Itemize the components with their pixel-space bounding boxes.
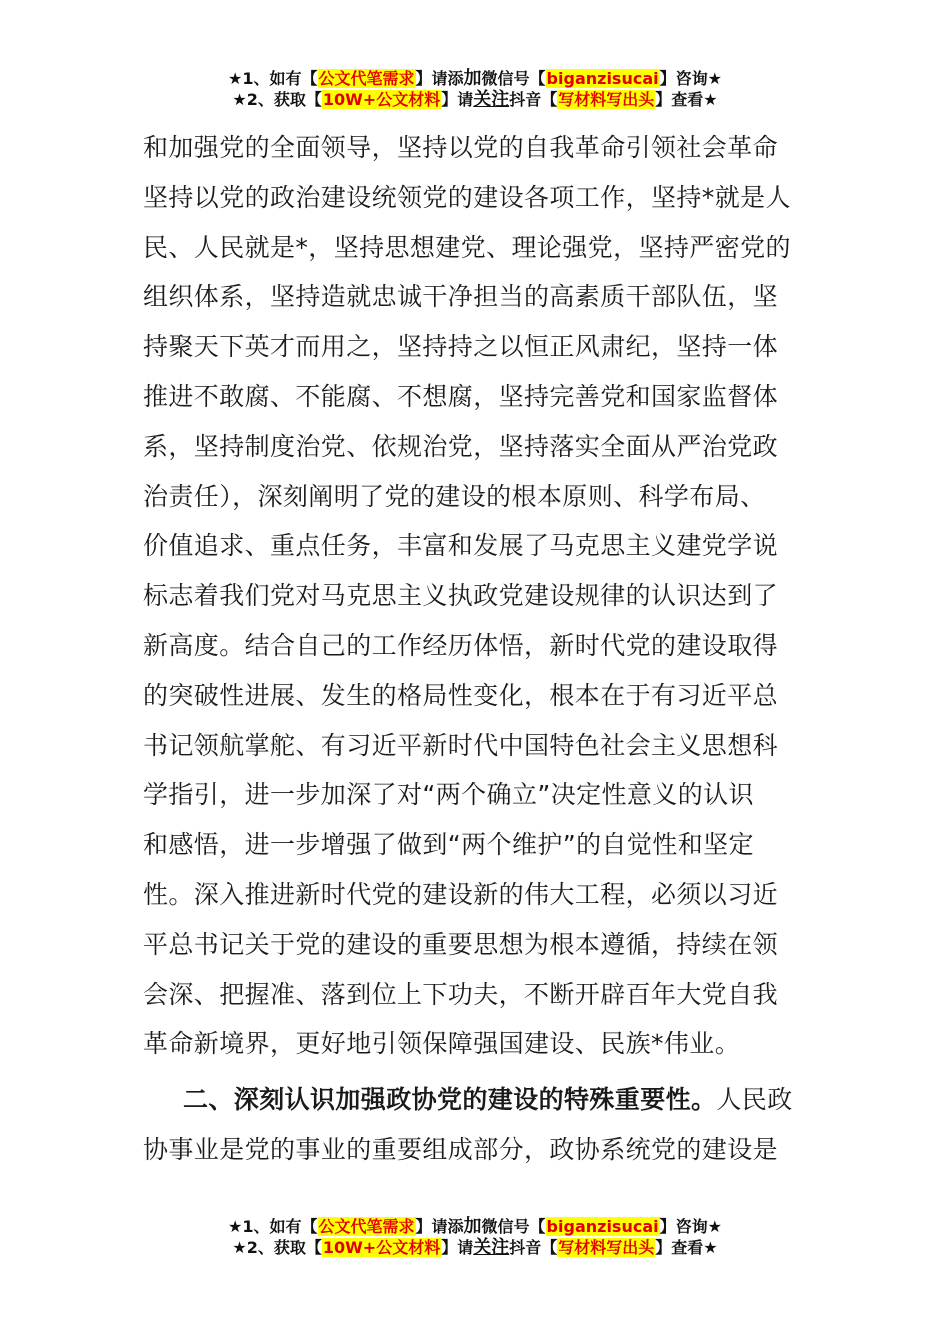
banner-text: ★2、获取【 — [232, 1238, 322, 1257]
highlight-materials: 10W+公文材料 — [322, 1238, 441, 1257]
body-line: 坚持以党的政治建设统领党的建设各项工作，坚持*就是人 — [143, 182, 791, 212]
body-line: 性。深入推进新时代党的建设新的伟大工程，必须以习近 — [143, 879, 779, 909]
body-line: 学指引，进一步加深了对“两个确立”决定性意义的认识 — [143, 780, 754, 810]
body-line: 标志着我们党对马克思主义执政党建设规律的认识达到了 — [143, 581, 779, 611]
body-line: 的突破性进展、发生的格局性变化，根本在于有习近平总 — [143, 680, 779, 710]
banner-text: ★1、如有【 — [228, 1217, 318, 1236]
highlight-wechat-id: biganzisucai — [546, 69, 659, 88]
highlight-douyin: 写材料写出头 — [558, 90, 655, 109]
banner-text: 加 — [463, 1216, 482, 1237]
highlight-ghostwriting: 公文代笔需求 — [318, 1217, 415, 1236]
header-banner — [0, 68, 950, 110]
body-line: 系，坚持制度治党、依规治党，坚持落实全面从严治党政 — [143, 431, 779, 461]
body-line: 价值追求、重点任务，丰富和发展了马克思主义建党学说 — [143, 531, 779, 561]
body-line: 会深、把握准、落到位上下功夫，不断开辟百年大党自我 — [143, 979, 779, 1009]
banner-text: ★2、获取【 — [232, 90, 322, 109]
body-line: 民、人民就是*，坚持思想建党、理论强党，坚持严密党的 — [143, 232, 791, 262]
highlight-wechat-id: biganzisucai — [546, 1217, 659, 1236]
body-line: 革命新境界，更好地引领保障强国建设、民族*伟业。 — [143, 1029, 741, 1059]
section-2-first-line — [143, 1075, 811, 1125]
body-line: 治责任），深刻阐明了党的建设的根本原则、科学布局、 — [143, 481, 766, 511]
banner-text: 】请 — [441, 90, 474, 109]
section-2-text: 人民政 — [716, 1085, 793, 1115]
section-2-heading: 二、深刻认识加强政协党的建设的特殊重要性。 — [183, 1085, 717, 1115]
banner-text: 】查看★ — [655, 90, 718, 109]
highlight-ghostwriting: 公文代笔需求 — [318, 69, 415, 88]
document-body — [143, 123, 811, 1175]
banner-text: 】查看★ — [655, 1238, 718, 1257]
body-line: 推进不敢腐、不能腐、不想腐，坚持完善党和国家监督体 — [143, 381, 779, 411]
body-line: 和加强党的全面领导，坚持以党的自我革命引领社会革命 — [143, 133, 779, 162]
banner-text: 】咨询★ — [659, 69, 722, 88]
footer-banner — [0, 1216, 950, 1258]
body-line: 协事业是党的事业的重要组成部分，政协系统党的建设是 — [143, 1134, 779, 1164]
banner-text: 】请添 — [415, 1217, 464, 1236]
banner-text: 关注 — [473, 1237, 510, 1258]
banner-text: 抖音【 — [509, 90, 558, 109]
banner-text: 】咨询★ — [659, 1217, 722, 1236]
banner-line-2 — [0, 1237, 950, 1258]
body-line: 组织体系，坚持造就忠诚干净担当的高素质干部队伍，坚 — [143, 282, 779, 312]
body-line: 持聚天下英才而用之，坚持持之以恒正风肃纪，坚持一体 — [143, 332, 779, 362]
banner-text: ★1、如有【 — [228, 69, 318, 88]
body-line: 书记领航掌舵、有习近平新时代中国特色社会主义思想科 — [143, 730, 779, 760]
body-line: 新高度。结合自己的工作经历体悟，新时代党的建设取得 — [143, 630, 779, 660]
body-line: 平总书记关于党的建设的重要思想为根本遵循，持续在领 — [143, 929, 779, 959]
banner-text: 】请添 — [415, 69, 464, 88]
highlight-douyin: 写材料写出头 — [558, 1238, 655, 1257]
banner-text: 微信号【 — [481, 69, 546, 88]
banner-text: 抖音【 — [509, 1238, 558, 1257]
body-line: 和感悟，进一步增强了做到“两个维护”的自觉性和坚定 — [143, 830, 754, 860]
banner-line-1 — [0, 1216, 950, 1237]
banner-text: 加 — [463, 68, 482, 89]
banner-text: 关注 — [473, 89, 510, 110]
banner-line-1 — [0, 68, 950, 89]
banner-text: 】请 — [441, 1238, 474, 1257]
banner-line-2 — [0, 89, 950, 110]
banner-text: 微信号【 — [481, 1217, 546, 1236]
highlight-materials: 10W+公文材料 — [322, 90, 441, 109]
